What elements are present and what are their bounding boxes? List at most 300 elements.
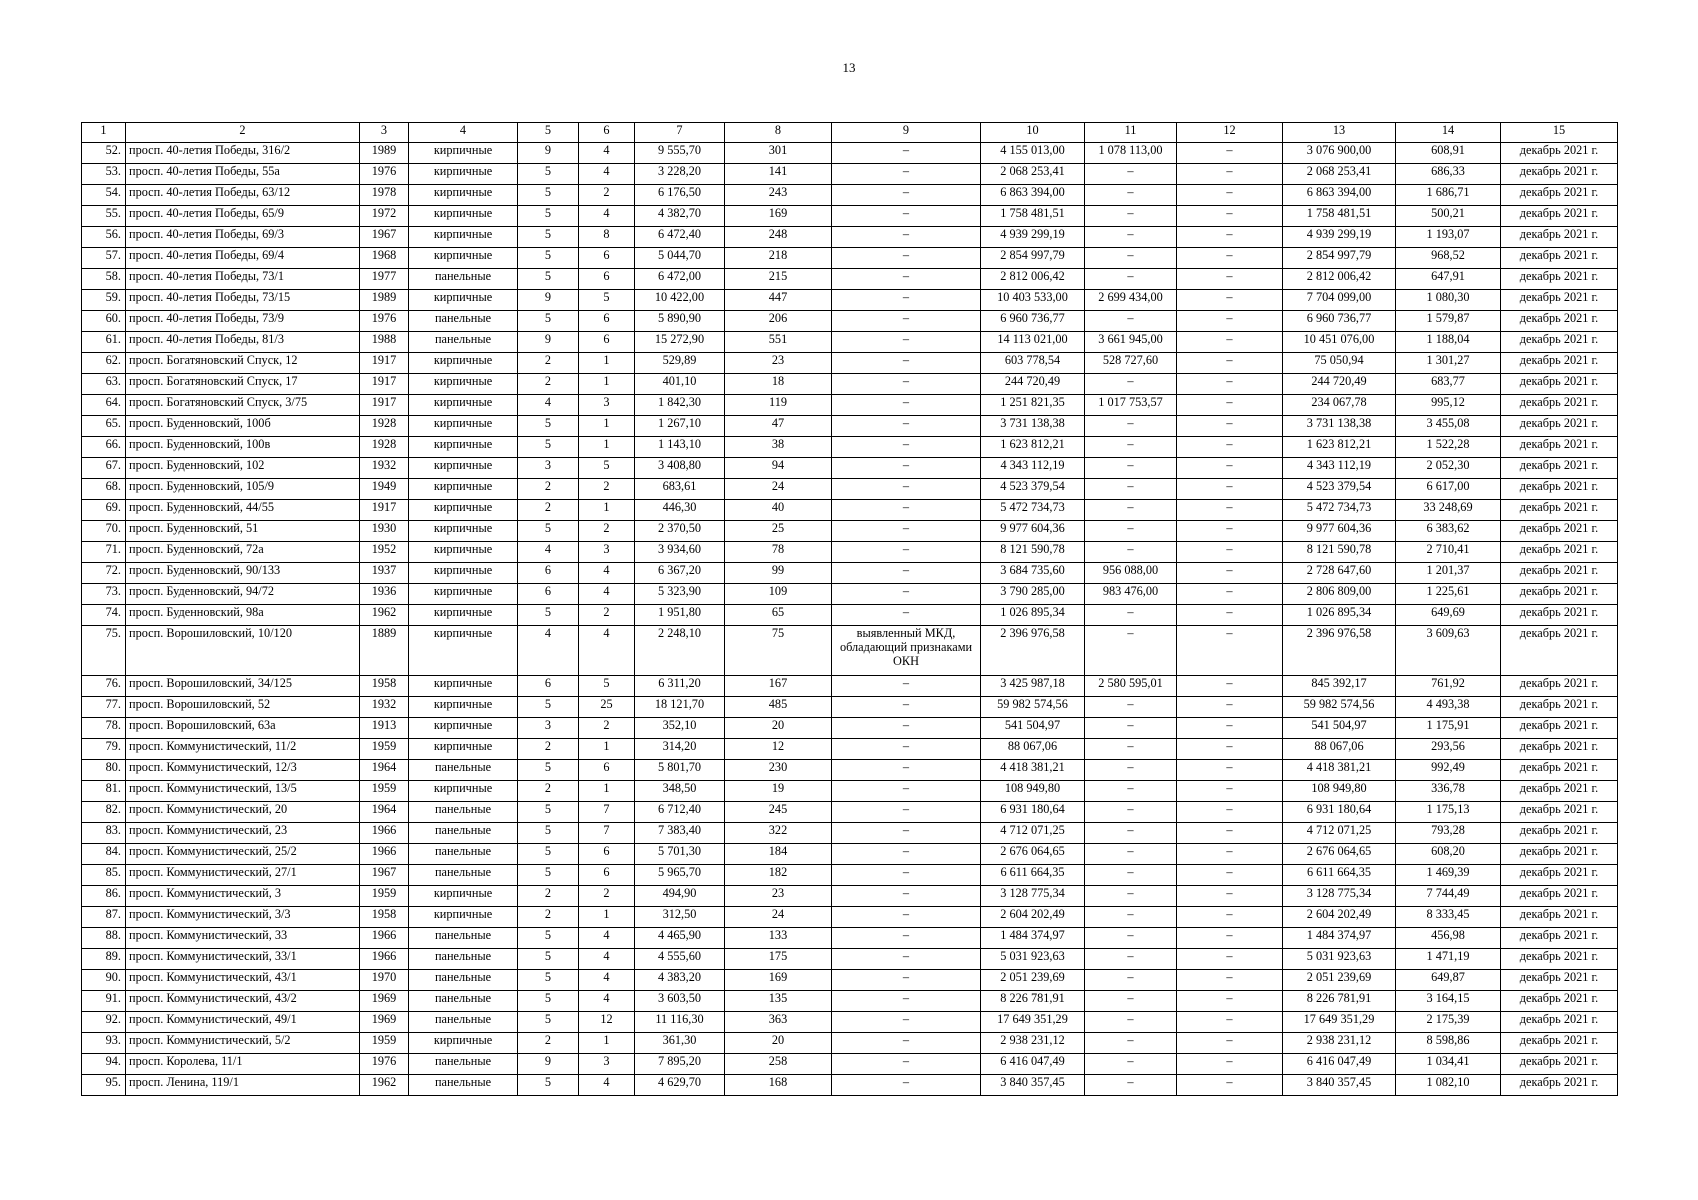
cost-col-11-cell: –	[1085, 760, 1177, 781]
table-row	[82, 227, 1618, 248]
address-cell: просп. Коммунистический, 33/1	[126, 949, 360, 970]
row-index-cell: 76.	[82, 676, 126, 697]
column-number-2: 2	[126, 123, 360, 143]
cost-per-unit-cell: 1 034,41	[1396, 1054, 1501, 1075]
build-year-cell: 1930	[360, 521, 409, 542]
table-row	[82, 395, 1618, 416]
wall-material-cell: кирпичные	[409, 563, 518, 584]
cost-col-12-cell: –	[1177, 479, 1283, 500]
build-year-cell: 1966	[360, 928, 409, 949]
wall-material-cell: панельные	[409, 949, 518, 970]
area-cell: 15 272,90	[635, 332, 725, 353]
wall-material-cell: кирпичные	[409, 458, 518, 479]
cost-col-13-cell: 10 451 076,00	[1283, 332, 1396, 353]
table-row	[82, 1012, 1618, 1033]
cost-col-12-cell: –	[1177, 802, 1283, 823]
address-cell: просп. 40-летия Победы, 69/4	[126, 248, 360, 269]
residents-cell: 182	[725, 865, 832, 886]
heritage-status-cell: –	[832, 907, 981, 928]
cost-col-13-cell: 2 051 239,69	[1283, 970, 1396, 991]
build-year-cell: 1989	[360, 143, 409, 164]
table-row	[82, 269, 1618, 290]
heritage-status-cell: –	[832, 605, 981, 626]
area-cell: 10 422,00	[635, 290, 725, 311]
entrances-cell: 4	[579, 991, 635, 1012]
residents-cell: 168	[725, 1075, 832, 1096]
floors-cell: 2	[518, 886, 579, 907]
completion-date-cell: декабрь 2021 г.	[1501, 290, 1618, 311]
completion-date-cell: декабрь 2021 г.	[1501, 1075, 1618, 1096]
heritage-status-cell: –	[832, 697, 981, 718]
floors-cell: 5	[518, 521, 579, 542]
area-cell: 348,50	[635, 781, 725, 802]
entrances-cell: 1	[579, 739, 635, 760]
completion-date-cell: декабрь 2021 г.	[1501, 739, 1618, 760]
completion-date-cell: декабрь 2021 г.	[1501, 886, 1618, 907]
address-cell: просп. Буденновский, 51	[126, 521, 360, 542]
cost-col-12-cell: –	[1177, 823, 1283, 844]
residents-cell: 169	[725, 970, 832, 991]
cost-per-unit-cell: 8 598,86	[1396, 1033, 1501, 1054]
address-cell: просп. 40-летия Победы, 69/3	[126, 227, 360, 248]
area-cell: 1 951,80	[635, 605, 725, 626]
heritage-status-cell: –	[832, 437, 981, 458]
address-cell: просп. Буденновский, 94/72	[126, 584, 360, 605]
cost-col-12-cell: –	[1177, 844, 1283, 865]
table-row	[82, 479, 1618, 500]
total-cost-cell: 3 684 735,60	[981, 563, 1085, 584]
residents-cell: 551	[725, 332, 832, 353]
build-year-cell: 1967	[360, 865, 409, 886]
wall-material-cell: панельные	[409, 1054, 518, 1075]
cost-col-13-cell: 6 863 394,00	[1283, 185, 1396, 206]
cost-per-unit-cell: 456,98	[1396, 928, 1501, 949]
cost-per-unit-cell: 2 052,30	[1396, 458, 1501, 479]
build-year-cell: 1928	[360, 437, 409, 458]
heritage-status-cell: –	[832, 1054, 981, 1075]
entrances-cell: 6	[579, 332, 635, 353]
cost-col-12-cell: –	[1177, 248, 1283, 269]
area-cell: 2 248,10	[635, 626, 725, 676]
address-cell: просп. Богатяновский Спуск, 12	[126, 353, 360, 374]
wall-material-cell: кирпичные	[409, 353, 518, 374]
address-cell: просп. Буденновский, 90/133	[126, 563, 360, 584]
residents-cell: 40	[725, 500, 832, 521]
area-cell: 6 176,50	[635, 185, 725, 206]
floors-cell: 2	[518, 1033, 579, 1054]
cost-col-11-cell: –	[1085, 844, 1177, 865]
total-cost-cell: 6 416 047,49	[981, 1054, 1085, 1075]
floors-cell: 9	[518, 143, 579, 164]
build-year-cell: 1978	[360, 185, 409, 206]
build-year-cell: 1928	[360, 416, 409, 437]
cost-per-unit-cell: 6 383,62	[1396, 521, 1501, 542]
cost-col-11-cell: –	[1085, 374, 1177, 395]
area-cell: 352,10	[635, 718, 725, 739]
build-year-cell: 1932	[360, 458, 409, 479]
wall-material-cell: панельные	[409, 1075, 518, 1096]
cost-col-11-cell: 2 580 595,01	[1085, 676, 1177, 697]
heritage-status-cell: –	[832, 802, 981, 823]
cost-col-11-cell: –	[1085, 248, 1177, 269]
completion-date-cell: декабрь 2021 г.	[1501, 1012, 1618, 1033]
completion-date-cell: декабрь 2021 г.	[1501, 760, 1618, 781]
build-year-cell: 1976	[360, 1054, 409, 1075]
wall-material-cell: панельные	[409, 928, 518, 949]
cost-col-11-cell: 1 078 113,00	[1085, 143, 1177, 164]
address-cell: просп. Буденновский, 102	[126, 458, 360, 479]
residents-cell: 18	[725, 374, 832, 395]
entrances-cell: 6	[579, 269, 635, 290]
cost-col-12-cell: –	[1177, 227, 1283, 248]
entrances-cell: 1	[579, 416, 635, 437]
area-cell: 2 370,50	[635, 521, 725, 542]
address-cell: просп. 40-летия Победы, 73/15	[126, 290, 360, 311]
cost-col-13-cell: 4 418 381,21	[1283, 760, 1396, 781]
entrances-cell: 7	[579, 823, 635, 844]
cost-col-12-cell: –	[1177, 1012, 1283, 1033]
cost-col-13-cell: 2 396 976,58	[1283, 626, 1396, 676]
heritage-status-cell: –	[832, 865, 981, 886]
residents-cell: 141	[725, 164, 832, 185]
completion-date-cell: декабрь 2021 г.	[1501, 353, 1618, 374]
total-cost-cell: 2 051 239,69	[981, 970, 1085, 991]
cost-col-11-cell: 983 476,00	[1085, 584, 1177, 605]
column-number-5: 5	[518, 123, 579, 143]
cost-col-13-cell: 1 484 374,97	[1283, 928, 1396, 949]
residents-cell: 243	[725, 185, 832, 206]
cost-per-unit-cell: 1 686,71	[1396, 185, 1501, 206]
total-cost-cell: 2 604 202,49	[981, 907, 1085, 928]
table-row	[82, 781, 1618, 802]
cost-col-13-cell: 1 026 895,34	[1283, 605, 1396, 626]
address-cell: просп. Буденновский, 44/55	[126, 500, 360, 521]
residents-cell: 169	[725, 206, 832, 227]
area-cell: 6 472,00	[635, 269, 725, 290]
cost-col-11-cell: –	[1085, 991, 1177, 1012]
wall-material-cell: кирпичные	[409, 395, 518, 416]
residents-cell: 447	[725, 290, 832, 311]
floors-cell: 4	[518, 626, 579, 676]
cost-col-12-cell: –	[1177, 542, 1283, 563]
build-year-cell: 1917	[360, 395, 409, 416]
row-index-cell: 89.	[82, 949, 126, 970]
column-number-13: 13	[1283, 123, 1396, 143]
cost-per-unit-cell: 1 469,39	[1396, 865, 1501, 886]
completion-date-cell: декабрь 2021 г.	[1501, 269, 1618, 290]
completion-date-cell: декабрь 2021 г.	[1501, 542, 1618, 563]
total-cost-cell: 88 067,06	[981, 739, 1085, 760]
cost-col-13-cell: 2 854 997,79	[1283, 248, 1396, 269]
cost-per-unit-cell: 4 493,38	[1396, 697, 1501, 718]
column-number-8: 8	[725, 123, 832, 143]
floors-cell: 5	[518, 185, 579, 206]
wall-material-cell: панельные	[409, 865, 518, 886]
cost-per-unit-cell: 1 225,61	[1396, 584, 1501, 605]
build-year-cell: 1952	[360, 542, 409, 563]
heritage-status-cell: –	[832, 143, 981, 164]
floors-cell: 5	[518, 865, 579, 886]
floors-cell: 5	[518, 823, 579, 844]
cost-col-11-cell: –	[1085, 479, 1177, 500]
cost-col-11-cell: –	[1085, 164, 1177, 185]
address-cell: просп. Буденновский, 72а	[126, 542, 360, 563]
address-cell: просп. Коммунистический, 20	[126, 802, 360, 823]
cost-col-11-cell: –	[1085, 970, 1177, 991]
residents-cell: 175	[725, 949, 832, 970]
heritage-status-cell: –	[832, 248, 981, 269]
entrances-cell: 4	[579, 164, 635, 185]
completion-date-cell: декабрь 2021 г.	[1501, 1054, 1618, 1075]
build-year-cell: 1917	[360, 353, 409, 374]
cost-col-12-cell: –	[1177, 374, 1283, 395]
floors-cell: 3	[518, 458, 579, 479]
residents-cell: 322	[725, 823, 832, 844]
address-cell: просп. Коммунистический, 43/1	[126, 970, 360, 991]
build-year-cell: 1966	[360, 823, 409, 844]
table-row	[82, 584, 1618, 605]
entrances-cell: 2	[579, 479, 635, 500]
cost-col-11-cell: –	[1085, 542, 1177, 563]
wall-material-cell: панельные	[409, 844, 518, 865]
floors-cell: 5	[518, 928, 579, 949]
address-cell: просп. Коммунистический, 49/1	[126, 1012, 360, 1033]
floors-cell: 5	[518, 605, 579, 626]
heritage-status-cell: –	[832, 227, 981, 248]
entrances-cell: 6	[579, 311, 635, 332]
cost-col-13-cell: 2 812 006,42	[1283, 269, 1396, 290]
entrances-cell: 4	[579, 206, 635, 227]
cost-col-12-cell: –	[1177, 269, 1283, 290]
wall-material-cell: кирпичные	[409, 739, 518, 760]
wall-material-cell: кирпичные	[409, 374, 518, 395]
cost-per-unit-cell: 1 188,04	[1396, 332, 1501, 353]
row-index-cell: 92.	[82, 1012, 126, 1033]
cost-col-12-cell: –	[1177, 697, 1283, 718]
build-year-cell: 1972	[360, 206, 409, 227]
wall-material-cell: кирпичные	[409, 416, 518, 437]
floors-cell: 5	[518, 227, 579, 248]
entrances-cell: 25	[579, 697, 635, 718]
residents-cell: 135	[725, 991, 832, 1012]
row-index-cell: 82.	[82, 802, 126, 823]
residents-cell: 99	[725, 563, 832, 584]
cost-col-13-cell: 3 076 900,00	[1283, 143, 1396, 164]
cost-col-13-cell: 1 758 481,51	[1283, 206, 1396, 227]
wall-material-cell: кирпичные	[409, 886, 518, 907]
row-index-cell: 55.	[82, 206, 126, 227]
build-year-cell: 1969	[360, 1012, 409, 1033]
build-year-cell: 1932	[360, 697, 409, 718]
cost-per-unit-cell: 647,91	[1396, 269, 1501, 290]
cost-col-12-cell: –	[1177, 865, 1283, 886]
total-cost-cell: 4 155 013,00	[981, 143, 1085, 164]
entrances-cell: 8	[579, 227, 635, 248]
residents-cell: 78	[725, 542, 832, 563]
table-row	[82, 332, 1618, 353]
completion-date-cell: декабрь 2021 г.	[1501, 227, 1618, 248]
table-row	[82, 164, 1618, 185]
cost-col-11-cell: –	[1085, 605, 1177, 626]
row-index-cell: 84.	[82, 844, 126, 865]
row-index-cell: 54.	[82, 185, 126, 206]
cost-col-12-cell: –	[1177, 907, 1283, 928]
cost-col-12-cell: –	[1177, 1075, 1283, 1096]
area-cell: 5 044,70	[635, 248, 725, 269]
floors-cell: 5	[518, 206, 579, 227]
cost-col-11-cell: 3 661 945,00	[1085, 332, 1177, 353]
total-cost-cell: 603 778,54	[981, 353, 1085, 374]
entrances-cell: 7	[579, 802, 635, 823]
wall-material-cell: кирпичные	[409, 479, 518, 500]
address-cell: просп. Буденновский, 100б	[126, 416, 360, 437]
address-cell: просп. Богатяновский Спуск, 17	[126, 374, 360, 395]
wall-material-cell: кирпичные	[409, 676, 518, 697]
residents-cell: 167	[725, 676, 832, 697]
cost-col-13-cell: 17 649 351,29	[1283, 1012, 1396, 1033]
table-row	[82, 823, 1618, 844]
cost-col-11-cell: –	[1085, 823, 1177, 844]
cost-per-unit-cell: 2 710,41	[1396, 542, 1501, 563]
floors-cell: 5	[518, 970, 579, 991]
area-cell: 4 629,70	[635, 1075, 725, 1096]
cost-col-13-cell: 4 939 299,19	[1283, 227, 1396, 248]
total-cost-cell: 59 982 574,56	[981, 697, 1085, 718]
column-number-7: 7	[635, 123, 725, 143]
cost-per-unit-cell: 608,91	[1396, 143, 1501, 164]
floors-cell: 5	[518, 1075, 579, 1096]
residents-cell: 248	[725, 227, 832, 248]
residents-cell: 38	[725, 437, 832, 458]
heritage-status-cell: –	[832, 311, 981, 332]
residents-cell: 245	[725, 802, 832, 823]
residents-cell: 215	[725, 269, 832, 290]
cost-per-unit-cell: 33 248,69	[1396, 500, 1501, 521]
cost-per-unit-cell: 293,56	[1396, 739, 1501, 760]
table-row	[82, 563, 1618, 584]
table-row	[82, 949, 1618, 970]
completion-date-cell: декабрь 2021 г.	[1501, 970, 1618, 991]
address-cell: просп. Коммунистический, 5/2	[126, 1033, 360, 1054]
cost-col-11-cell: –	[1085, 1033, 1177, 1054]
row-index-cell: 65.	[82, 416, 126, 437]
cost-col-12-cell: –	[1177, 521, 1283, 542]
table-row	[82, 290, 1618, 311]
cost-col-11-cell: –	[1085, 886, 1177, 907]
table-row	[82, 718, 1618, 739]
cost-per-unit-cell: 686,33	[1396, 164, 1501, 185]
residents-cell: 19	[725, 781, 832, 802]
area-cell: 5 965,70	[635, 865, 725, 886]
table-row	[82, 374, 1618, 395]
heritage-status-cell: –	[832, 332, 981, 353]
floors-cell: 5	[518, 1012, 579, 1033]
cost-per-unit-cell: 1 080,30	[1396, 290, 1501, 311]
area-cell: 4 383,20	[635, 970, 725, 991]
floors-cell: 5	[518, 269, 579, 290]
build-year-cell: 1959	[360, 739, 409, 760]
address-cell: просп. Коммунистический, 3/3	[126, 907, 360, 928]
table-row	[82, 739, 1618, 760]
heritage-status-cell: –	[832, 991, 981, 1012]
cost-col-12-cell: –	[1177, 437, 1283, 458]
cost-col-11-cell: 956 088,00	[1085, 563, 1177, 584]
residents-cell: 363	[725, 1012, 832, 1033]
row-index-cell: 58.	[82, 269, 126, 290]
total-cost-cell: 2 938 231,12	[981, 1033, 1085, 1054]
cost-col-11-cell: –	[1085, 416, 1177, 437]
build-year-cell: 1970	[360, 970, 409, 991]
cost-per-unit-cell: 3 164,15	[1396, 991, 1501, 1012]
area-cell: 6 311,20	[635, 676, 725, 697]
entrances-cell: 4	[579, 143, 635, 164]
area-cell: 494,90	[635, 886, 725, 907]
page-number: 13	[842, 60, 856, 75]
wall-material-cell: панельные	[409, 970, 518, 991]
total-cost-cell: 541 504,97	[981, 718, 1085, 739]
cost-col-12-cell: –	[1177, 760, 1283, 781]
cost-col-12-cell: –	[1177, 500, 1283, 521]
total-cost-cell: 6 611 664,35	[981, 865, 1085, 886]
cost-col-12-cell: –	[1177, 1033, 1283, 1054]
completion-date-cell: декабрь 2021 г.	[1501, 865, 1618, 886]
address-cell: просп. Ленина, 119/1	[126, 1075, 360, 1096]
cost-col-13-cell: 7 704 099,00	[1283, 290, 1396, 311]
cost-col-12-cell: –	[1177, 143, 1283, 164]
row-index-cell: 93.	[82, 1033, 126, 1054]
cost-per-unit-cell: 793,28	[1396, 823, 1501, 844]
area-cell: 529,89	[635, 353, 725, 374]
cost-per-unit-cell: 1 193,07	[1396, 227, 1501, 248]
cost-col-12-cell: –	[1177, 949, 1283, 970]
row-index-cell: 81.	[82, 781, 126, 802]
floors-cell: 2	[518, 907, 579, 928]
wall-material-cell: панельные	[409, 991, 518, 1012]
completion-date-cell: декабрь 2021 г.	[1501, 437, 1618, 458]
floors-cell: 9	[518, 332, 579, 353]
floors-cell: 2	[518, 353, 579, 374]
residents-cell: 23	[725, 886, 832, 907]
address-cell: просп. Ворошиловский, 52	[126, 697, 360, 718]
entrances-cell: 12	[579, 1012, 635, 1033]
table-row	[82, 802, 1618, 823]
entrances-cell: 1	[579, 437, 635, 458]
build-year-cell: 1964	[360, 760, 409, 781]
total-cost-cell: 2 396 976,58	[981, 626, 1085, 676]
total-cost-cell: 1 026 895,34	[981, 605, 1085, 626]
cost-col-13-cell: 6 416 047,49	[1283, 1054, 1396, 1075]
cost-per-unit-cell: 1 082,10	[1396, 1075, 1501, 1096]
cost-col-11-cell: 1 017 753,57	[1085, 395, 1177, 416]
wall-material-cell: панельные	[409, 802, 518, 823]
entrances-cell: 1	[579, 500, 635, 521]
address-cell: просп. 40-летия Победы, 63/12	[126, 185, 360, 206]
cost-col-12-cell: –	[1177, 626, 1283, 676]
wall-material-cell: кирпичные	[409, 227, 518, 248]
completion-date-cell: декабрь 2021 г.	[1501, 781, 1618, 802]
entrances-cell: 3	[579, 1054, 635, 1075]
row-index-cell: 78.	[82, 718, 126, 739]
floors-cell: 5	[518, 949, 579, 970]
wall-material-cell: кирпичные	[409, 697, 518, 718]
total-cost-cell: 3 840 357,45	[981, 1075, 1085, 1096]
table-row	[82, 542, 1618, 563]
completion-date-cell: декабрь 2021 г.	[1501, 718, 1618, 739]
total-cost-cell: 9 977 604,36	[981, 521, 1085, 542]
entrances-cell: 1	[579, 374, 635, 395]
cost-col-13-cell: 2 938 231,12	[1283, 1033, 1396, 1054]
area-cell: 1 267,10	[635, 416, 725, 437]
